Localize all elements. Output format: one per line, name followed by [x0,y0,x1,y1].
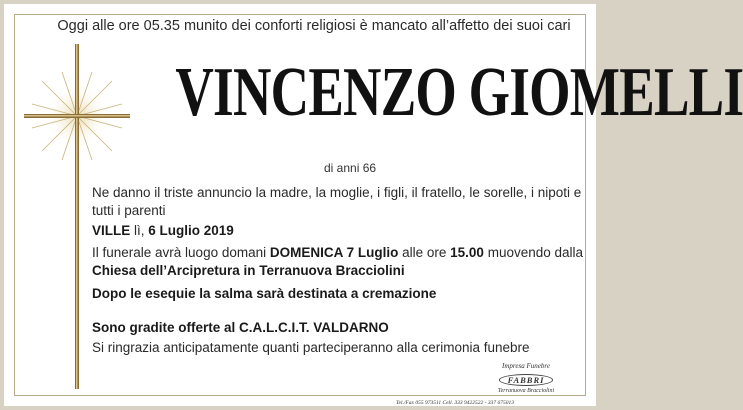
age-line: di anni 66 [324,161,377,175]
church: Chiesa dell’Arcipretura in Terranuova Bracciolini [92,263,405,278]
deceased-name: VINCENZO GIOMELLI [175,54,743,131]
place: VILLE [92,223,131,238]
logo-name: FABBRI [499,374,554,386]
funeral-home-logo [466,362,586,394]
date: 6 Luglio 2019 [148,223,234,238]
funeral-text [92,244,586,280]
place-date-sep: lì, [130,223,149,238]
funeral-text-2: alle ore [398,245,451,260]
thanks-line: Si ringrazia anticipatamente quanti parteciperanno alla cerimonia funebre [92,340,530,355]
funeral-day: DOMENICA 7 Luglio [269,245,399,260]
offers-line [92,319,586,337]
funeral-text-1: Il funerale avrà luogo domani [92,245,270,260]
funeral-text-3: muovendo dalla [483,245,584,260]
logo-top: Impresa Funebre [502,362,550,370]
phone-numbers: Tel./Fax 055 973511 Cell. 333 9422522 - 337 675013 [396,400,514,406]
logo-bottom: Terranuova Bracciolini [497,388,555,394]
place-date-line [92,222,586,240]
offers-text: Sono gradite offerte al C.A.L.C.I.T. VALDARNO [92,320,389,335]
cremation-line [92,285,586,303]
announcement-text: Ne danno il triste annuncio la madre, la moglie, i figli, il fratello, le sorelle, i nipoti e tutti i parenti [92,185,582,218]
cremation-text: Dopo le esequie la salma sarà destinata a cremazione [92,286,437,301]
funeral-time: 15.00 [450,245,484,260]
intro-line: Oggi alle ore 05.35 munito dei conforti religiosi è mancato all’affetto dei suoi cari [57,18,571,34]
obituary-card [4,4,743,406]
